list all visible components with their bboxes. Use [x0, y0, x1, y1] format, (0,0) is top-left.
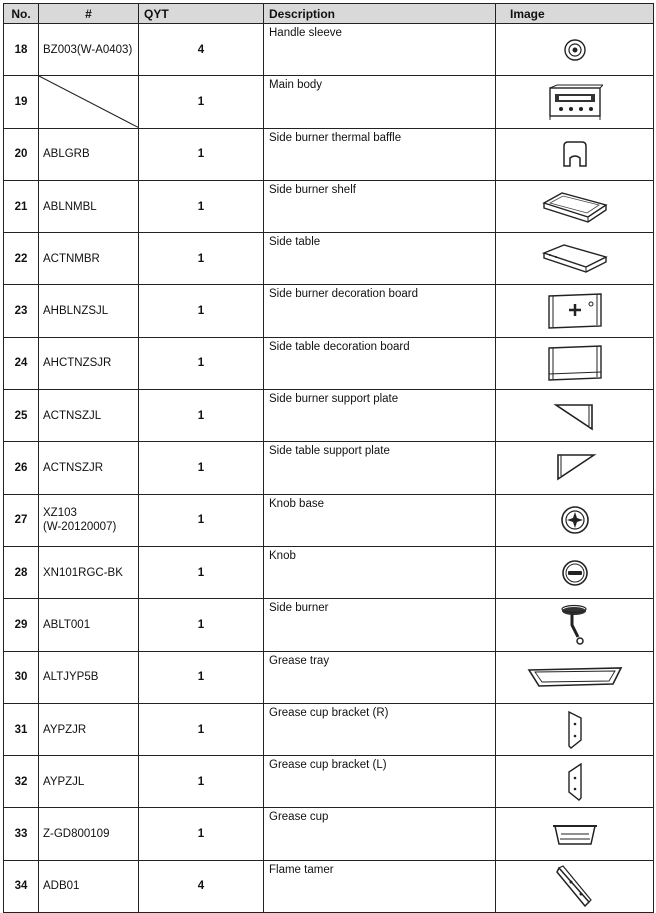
quantity: 1: [139, 494, 264, 546]
part-number: XZ103 (W-20120007): [39, 494, 139, 546]
part-image-cell: [496, 651, 654, 703]
quantity: 1: [139, 599, 264, 651]
part-image-cell: [496, 860, 654, 912]
description: Grease cup: [264, 808, 496, 860]
quantity: 1: [139, 442, 264, 494]
part-number: ACTNSZJL: [39, 390, 139, 442]
quantity: 1: [139, 390, 264, 442]
description: Flame tamer: [264, 860, 496, 912]
item-number: 29: [4, 599, 39, 651]
table-decoration-board-icon: [496, 344, 653, 382]
part-number: ALTJYP5B: [39, 651, 139, 703]
item-number: 27: [4, 494, 39, 546]
description: Grease cup bracket (R): [264, 703, 496, 755]
part-image-cell: [496, 233, 654, 285]
item-number: 24: [4, 337, 39, 389]
table-row: [4, 756, 654, 808]
table-row: [4, 494, 654, 546]
quantity: 4: [139, 24, 264, 76]
table-row: [4, 599, 654, 651]
part-number: AHCTNZSJR: [39, 337, 139, 389]
item-number: 28: [4, 546, 39, 598]
quantity: 1: [139, 337, 264, 389]
diagonal-slash: [39, 76, 138, 127]
quantity: 1: [139, 808, 264, 860]
part-number: XN101RGC-BK: [39, 546, 139, 598]
item-number: 34: [4, 860, 39, 912]
quantity: 1: [139, 128, 264, 180]
quantity: 1: [139, 180, 264, 232]
item-number: 32: [4, 756, 39, 808]
grease-cup-icon: [496, 820, 653, 848]
part-image-cell: [496, 808, 654, 860]
description: Side table decoration board: [264, 337, 496, 389]
part-number: ADB01: [39, 860, 139, 912]
description: Side burner decoration board: [264, 285, 496, 337]
side-burner-icon: [496, 603, 653, 647]
table-row: [4, 180, 654, 232]
burner-support-plate-icon: [496, 401, 653, 431]
description: Main body: [264, 76, 496, 128]
part-number: ABLGRB: [39, 128, 139, 180]
item-number: 30: [4, 651, 39, 703]
description: Knob: [264, 546, 496, 598]
table-row: [4, 128, 654, 180]
grease-tray-icon: [496, 664, 653, 690]
part-image-cell: [496, 24, 654, 76]
table-row: [4, 337, 654, 389]
part-image-cell: [496, 442, 654, 494]
description: Handle sleeve: [264, 24, 496, 76]
description: Grease tray: [264, 651, 496, 703]
item-number: 21: [4, 180, 39, 232]
part-number: ACTNMBR: [39, 233, 139, 285]
description: Side table: [264, 233, 496, 285]
header-no: No.: [4, 4, 39, 24]
part-image-cell: [496, 390, 654, 442]
table-row: [4, 24, 654, 76]
part-image-cell: [496, 756, 654, 808]
header-row: [4, 4, 654, 24]
part-image-cell: [496, 76, 654, 128]
item-number: 25: [4, 390, 39, 442]
knob-icon: [496, 559, 653, 587]
burner-shelf-icon: [496, 191, 653, 223]
part-image-cell: [496, 599, 654, 651]
part-number: ABLNMBL: [39, 180, 139, 232]
header-part-number: #: [39, 4, 139, 24]
table-row: [4, 285, 654, 337]
description: Knob base: [264, 494, 496, 546]
table-row: [4, 860, 654, 912]
table-row: [4, 703, 654, 755]
description: Side burner: [264, 599, 496, 651]
quantity: 1: [139, 651, 264, 703]
table-row: [4, 651, 654, 703]
header-quantity: QYT: [139, 4, 264, 24]
part-number-empty: [39, 76, 139, 128]
quantity: 1: [139, 546, 264, 598]
thermal-baffle-icon: [496, 140, 653, 168]
item-number: 26: [4, 442, 39, 494]
table-row: [4, 76, 654, 128]
cup-bracket-left-icon: [496, 762, 653, 802]
description: Side burner support plate: [264, 390, 496, 442]
item-number: 19: [4, 76, 39, 128]
flame-tamer-icon: [496, 864, 653, 908]
item-number: 18: [4, 24, 39, 76]
part-number: AHBLNZSJL: [39, 285, 139, 337]
part-number: ACTNSZJR: [39, 442, 139, 494]
quantity: 1: [139, 76, 264, 128]
quantity: 1: [139, 756, 264, 808]
table-support-plate-icon: [496, 453, 653, 483]
burner-decoration-board-icon: [496, 292, 653, 330]
side-table-icon: [496, 243, 653, 275]
table-row: [4, 546, 654, 598]
part-image-cell: [496, 128, 654, 180]
item-number: 33: [4, 808, 39, 860]
part-image-cell: [496, 703, 654, 755]
header-description: Description: [264, 4, 496, 24]
description: Side table support plate: [264, 442, 496, 494]
description: Side burner thermal baffle: [264, 128, 496, 180]
description: Grease cup bracket (L): [264, 756, 496, 808]
part-image-cell: [496, 494, 654, 546]
description: Side burner shelf: [264, 180, 496, 232]
table-row: [4, 390, 654, 442]
part-number: Z-GD800109: [39, 808, 139, 860]
part-number: AYPZJL: [39, 756, 139, 808]
item-number: 22: [4, 233, 39, 285]
table-row: [4, 442, 654, 494]
part-image-cell: [496, 180, 654, 232]
quantity: 1: [139, 703, 264, 755]
part-number: ABLT001: [39, 599, 139, 651]
table-row: [4, 233, 654, 285]
parts-table: [3, 3, 654, 913]
quantity: 1: [139, 285, 264, 337]
item-number: 23: [4, 285, 39, 337]
item-number: 31: [4, 703, 39, 755]
part-number: BZ003(W-A0403): [39, 24, 139, 76]
part-image-cell: [496, 285, 654, 337]
part-image-cell: [496, 546, 654, 598]
knob-base-icon: [496, 505, 653, 535]
quantity: 4: [139, 860, 264, 912]
cup-bracket-right-icon: [496, 710, 653, 750]
part-number: AYPZJR: [39, 703, 139, 755]
header-image: Image: [496, 4, 654, 24]
item-number: 20: [4, 128, 39, 180]
main-body-icon: [496, 84, 653, 120]
quantity: 1: [139, 233, 264, 285]
handle-sleeve-icon: [496, 36, 653, 64]
part-image-cell: [496, 337, 654, 389]
table-row: [4, 808, 654, 860]
